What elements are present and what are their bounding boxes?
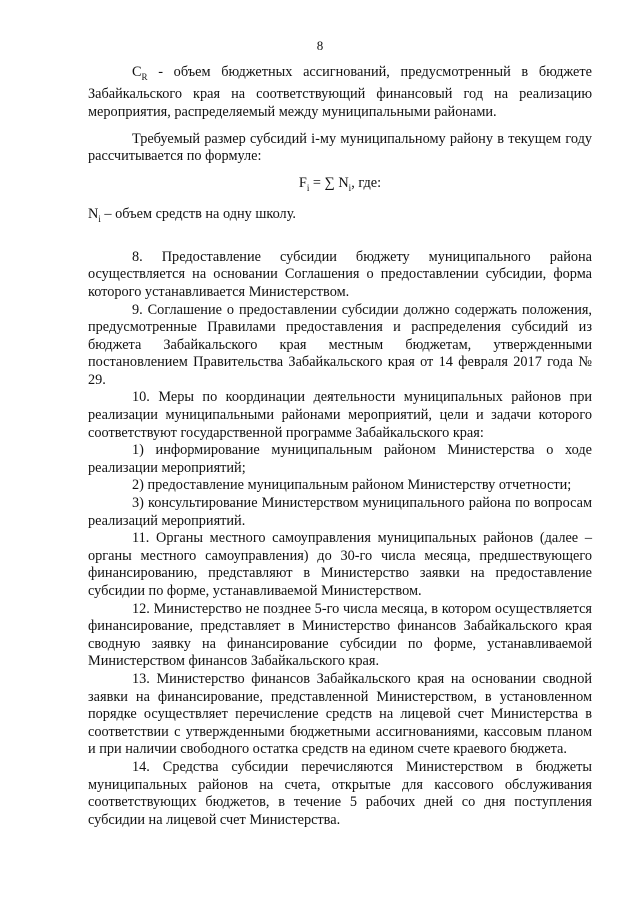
formula-n-subscript: i [348,182,352,193]
paragraph-13: 13. Министерство финансов Забайкальского края на основании сводной заявки на финансирование, представленной Министерством, в установленном порядке осуществляет перечисление средств на лицевой счет Министерства в соответствии с утвержденными бюджетными ассигнованиями, кассовым планом и при наличии свободного остатка средств на едином счете краевого бюджета. [88,670,592,758]
subsidy-formula-intro: Требуемый размер субсидий i-му муниципальному району в текущем году рассчитывается по формуле: [88,130,592,165]
paragraph-8: 8. Предоставление субсидии бюджету муниципального района осуществляется на основании Соглашения о предоставлении субсидии, форма которого устанавливается Министерством. [88,248,592,300]
page-number: 8 [316,38,324,53]
paragraph-11: 11. Органы местного самоуправления муниципальных районов (далее – органы местного самоуправления) до 30-го числа месяца, предшествующего финансированию, представляют в Министерство заявки на предоставление субсидии по форме, устанавливаемой Министерством. [88,530,592,600]
cr-definition [88,64,592,122]
cr-symbol: C [132,64,142,80]
ni-definition [88,206,592,228]
paragraph-9: 9. Соглашение о предоставлении субсидии должно содержать положения, предусмотренные Правилами предоставления и распределения субсидий из бюджета Забайкальского края местным бюджетам, утвержденными постановлением Правительства Забайкальского края от 14 февраля 2017 года № 29. [88,301,592,388]
cr-subscript: R [141,71,148,82]
paragraph-12: 12. Министерство не позднее 5-го числа месяца, в котором осуществляется финансирование, представляет в Министерство финансов Забайкальского края сводную заявку на финансирование субсидии по форме, устанавливаемой Министерством финансов Забайкальского края. [88,600,592,670]
list-item-2: 2) предоставление муниципальным районом Министерству отчетности; [132,477,572,494]
formula-sum: = ∑ N [309,174,349,191]
cr-definition-text: - объем бюджетных ассигнований, предусмотренный в бюджете Забайкальского края на соответствующий финансовый год на реализацию мероприятия, распределяемый между муниципальными районами. [88,64,592,121]
ni-definition-text: – объем средств на одну школу. [100,206,296,223]
formula-where: , где: [351,174,382,191]
formula-f-subscript: i [306,182,310,193]
formula-f: F [298,174,307,191]
ni-symbol: N [88,206,99,223]
list-item-3: 3) консультирование Министерством муниципального района по вопросам реализаций мероприятий. [88,495,592,529]
document-body [88,64,592,829]
ni-subscript: i [98,214,101,225]
formula [88,175,592,197]
paragraph-10: 10. Меры по координации деятельности муниципальных районов при реализации муниципальными районами мероприятий, цели и задачи которого соответствуют государственной программе Забайкальского края: [88,389,592,441]
list-item-1: 1) информирование муниципальным районом Министерства о ходе реализации мероприятий; [88,442,592,476]
paragraph-14: 14. Средства субсидии перечисляются Министерством в бюджеты муниципальных районов на счета, открытые для кассового обслуживания соответствующих бюджетов, в течение 5 рабочих дней со дня поступления субсидии на лицевой счет Министерства. [88,758,592,828]
